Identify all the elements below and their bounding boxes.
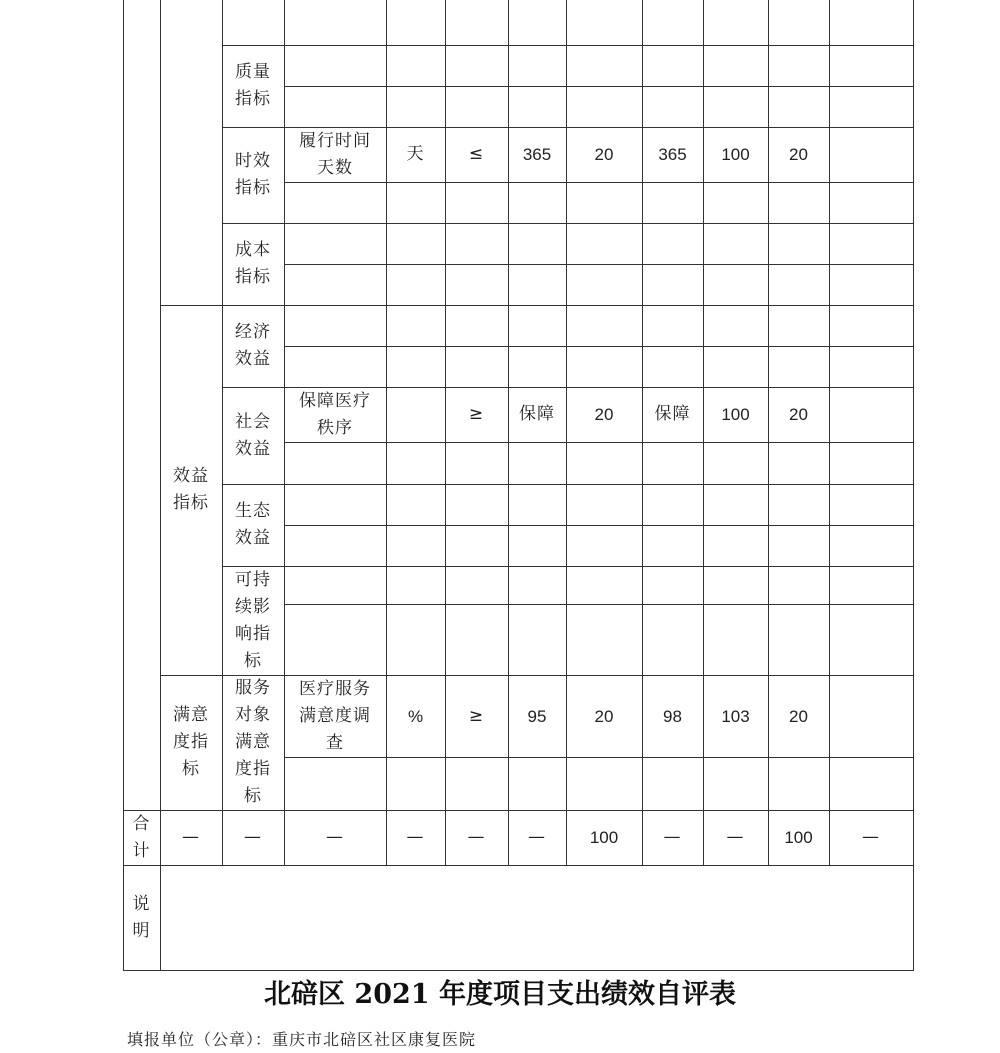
grid-line [222,223,914,224]
total-weight: 100 [589,828,619,847]
target-value: 95 [527,706,547,726]
grid-line [222,566,914,567]
subcategory-economic: 经济 效益 [235,322,271,369]
unit-cell: 天 [406,144,425,164]
subcategory-satisfaction: 服务 对象 满意 度指 标 [235,678,271,806]
grid-line [284,45,914,46]
indicator-name: 保障医疗 秩序 [299,390,371,438]
actual-value: 365 [658,145,687,164]
grid-line [160,0,161,306]
total-dash: — [182,827,200,847]
score-value: 20 [789,706,808,726]
grid-line [284,264,914,265]
document-title: 北碚区 2021 年度项目支出绩效自评表 [264,979,736,1010]
grid-line [222,484,914,485]
total-label: 合 计 [132,813,151,861]
grid-line [284,346,914,347]
operator-cell: ≥ [468,705,485,726]
notes-label: 说 明 [132,893,151,941]
completion-rate: 100 [721,145,750,164]
grid-line [913,0,914,971]
subcategory-timeliness: 时效 指标 [235,151,271,198]
indicator-name: 履行时间 天数 [299,130,371,178]
notes-content [160,865,913,970]
completion-rate: 100 [721,405,750,424]
unit-cell [386,387,445,442]
score-value: 20 [789,405,808,424]
total-dash: — [326,827,344,847]
category-benefit: 效益 指标 [173,466,209,513]
grid-line [284,182,914,183]
unit-cell: % [407,706,424,726]
category-satisfaction: 满意 度指 标 [173,705,209,779]
filling-unit: 填报单位（公章）：重庆市北碚区社区康复医院 [127,1030,477,1049]
weight-value: 20 [594,706,614,726]
target-value: 保障 [519,404,555,424]
operator-cell: ≥ [468,404,485,424]
total-dash: — [726,827,745,847]
grid-line [829,0,830,866]
subcategory-quality: 质量 指标 [235,62,271,109]
total-score: 100 [784,828,813,847]
grid-line [284,86,914,87]
indicator-name: 医疗服务 满意度调 查 [299,678,371,753]
target-value: 365 [522,145,552,164]
operator-cell: ≤ [468,144,485,164]
total-dash: — [663,827,682,847]
total-dash: — [862,827,880,847]
subcategory-cost: 成本 指标 [235,240,271,287]
completion-rate: 103 [721,706,750,726]
total-dash: — [244,827,262,847]
grid-line [284,525,914,526]
grid-line [284,442,914,443]
total-dash: — [406,827,425,847]
subcategory-sustainable: 可持 续影 响指 标 [235,569,271,671]
total-dash: — [528,827,546,847]
subcategory-ecological: 生态 效益 [235,501,271,548]
subcategory-social: 社会 效益 [235,411,271,459]
grid-line [284,757,914,758]
actual-value: 保障 [654,404,691,424]
total-dash: — [467,827,486,847]
actual-value: 98 [663,706,682,726]
weight-value: 20 [594,405,614,424]
grid-line [284,604,914,605]
weight-value: 20 [594,145,614,164]
grid-line [123,970,914,971]
score-value: 20 [789,145,808,164]
